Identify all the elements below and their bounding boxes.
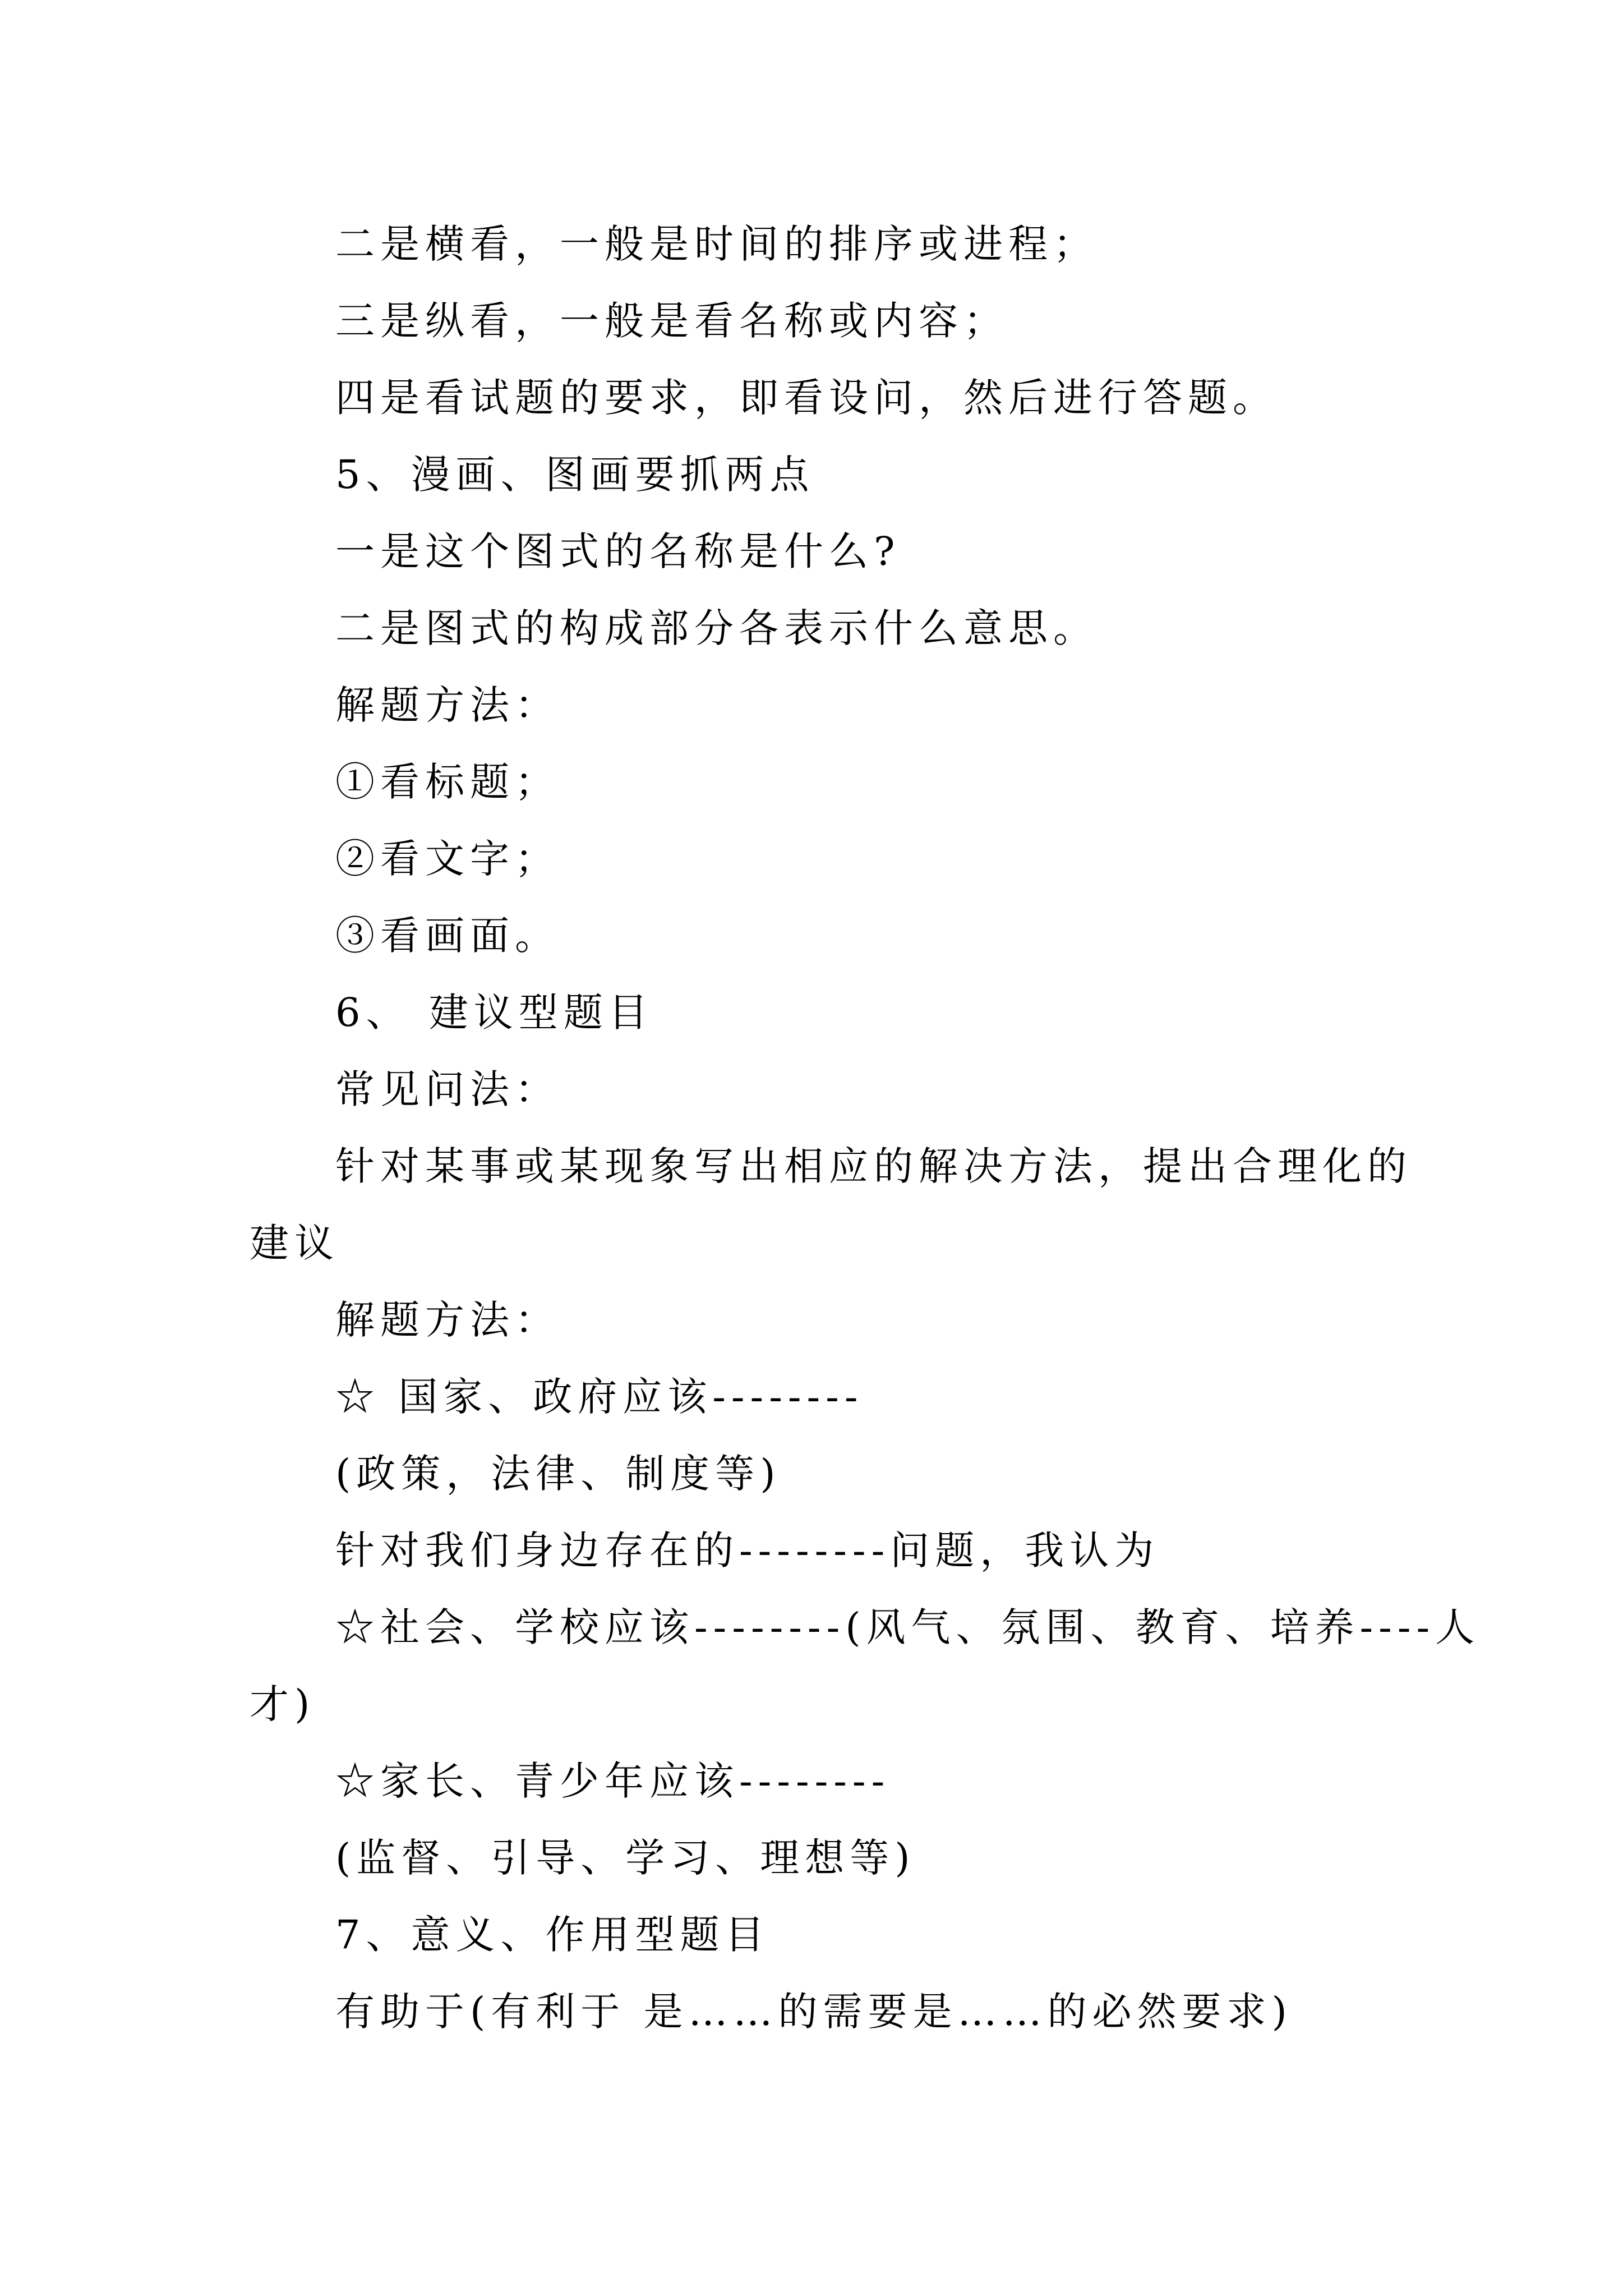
text-line: ③看画面。 [335,913,560,959]
text-line: 四是看试题的要求，即看设问，然后进行答题。 [335,375,1278,421]
text-line: 常见问法： [335,1066,560,1112]
text-line: 一是这个图式的名称是什么? [335,528,901,574]
text-line: 解题方法： [335,1297,560,1343]
section-heading: 5、漫画、图画要抓两点 [335,452,815,498]
text-line: 解题方法： [335,682,560,728]
text-line: (监督、引导、学习、理想等) [335,1835,916,1881]
text-line: 有助于(有利于 是……的需要是……的必然要求) [335,1989,1293,2035]
section-heading: 7、意义、作用型题目 [335,1912,770,1958]
text-line: 建议 [250,1220,339,1266]
text-line: ☆社会、学校应该--------(风气、氛围、教育、培养----人 [335,1604,1481,1650]
text-line: 三是纵看，一般是看名称或内容； [335,298,1008,344]
text-line: ①看标题； [335,759,560,805]
text-line: 针对我们身边存在的--------问题，我认为 [335,1527,1160,1573]
text-line: 二是横看，一般是时间的排序或进程； [335,221,1098,267]
text-line: 才) [250,1681,316,1727]
text-line: 二是图式的构成部分各表示什么意思。 [335,605,1098,651]
text-line: ☆ 国家、政府应该-------- [335,1374,864,1420]
text-line: ☆家长、青少年应该-------- [335,1758,891,1804]
text-line: ②看文字； [335,836,560,882]
text-line: (政策，法律、制度等) [335,1451,781,1497]
section-heading: 6、 建议型题目 [335,990,653,1036]
text-line: 针对某事或某现象写出相应的解决方法，提出合理化的 [335,1143,1412,1189]
